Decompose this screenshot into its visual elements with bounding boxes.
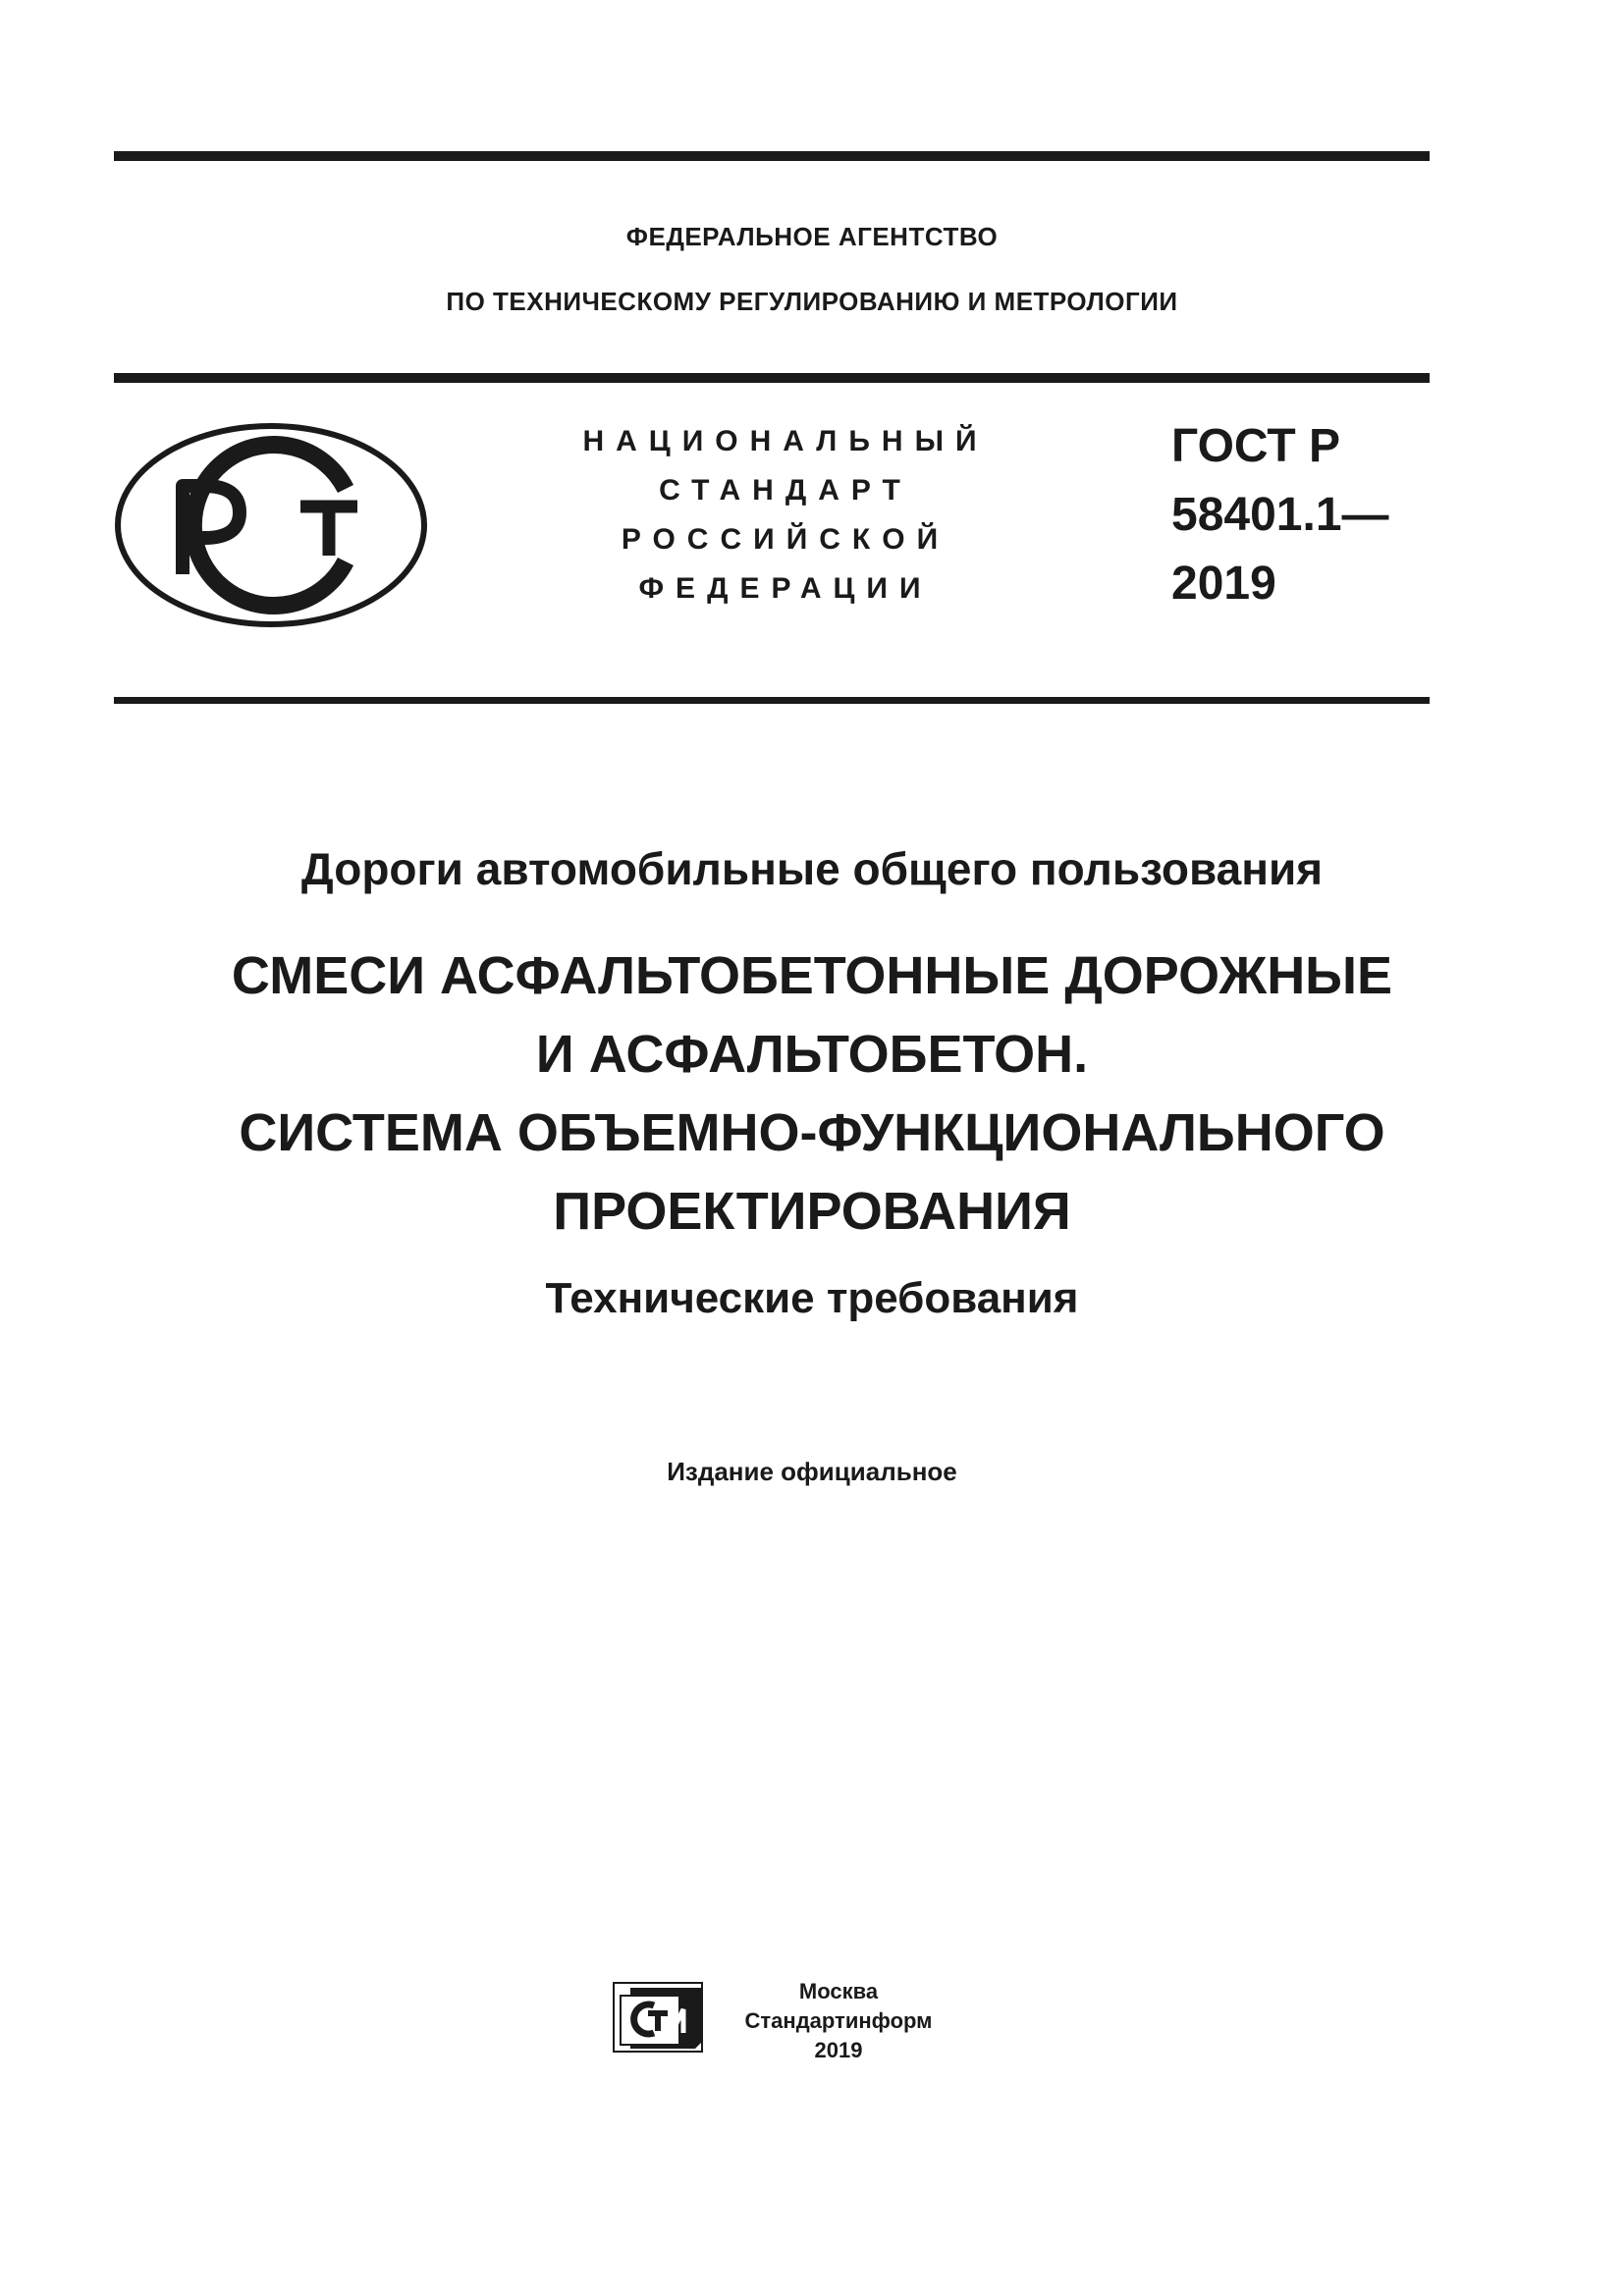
gost-r-logo-icon [114,422,428,628]
agency-line-2: ПО ТЕХНИЧЕСКОМУ РЕГУЛИРОВАНИЮ И МЕТРОЛОГИИ [446,287,1178,316]
standard-designation [1171,412,1389,618]
document-subtitle-2: Технические требования [545,1274,1079,1322]
top-rule [114,151,1430,161]
edition-label: Издание официальное [667,1457,957,1486]
ns-line: НАЦИОНАЛЬНЫЙ [582,425,989,457]
title-line: СМЕСИ АСФАЛЬТОБЕТОННЫЕ ДОРОЖНЫЕ [231,946,1393,1005]
title-line: ПРОЕКТИРОВАНИЯ [553,1182,1071,1241]
national-standard-label [550,417,1021,614]
designation-line-3: 2019 [1171,558,1276,610]
ns-line: РОССИЙСКОЙ [621,523,950,556]
standartinform-logo-icon [613,1982,703,2053]
document-title [0,936,1624,1251]
title-line: СИСТЕМА ОБЪЕМНО-ФУНКЦИОНАЛЬНОГО [239,1103,1385,1162]
ns-line: СТАНДАРТ [659,474,912,507]
designation-line-1: ГОСТ Р [1171,420,1341,472]
publisher-city: Москва [798,1979,879,2003]
title-line: И АСФАЛЬТОБЕТОН. [535,1025,1089,1084]
publisher-name: Стандартинформ [744,2008,933,2033]
header-rule [114,373,1430,383]
ns-line: ФЕДЕРАЦИИ [638,572,933,605]
agency-line-1: ФЕДЕРАЛЬНОЕ АГЕНТСТВО [625,222,999,251]
designation-line-2: 58401.1— [1171,489,1389,541]
document-subtitle: Дороги автомобильные общего пользования [300,843,1324,894]
publisher-year: 2019 [814,2038,863,2062]
publisher-info [711,1977,966,2065]
standard-rule [114,697,1430,704]
